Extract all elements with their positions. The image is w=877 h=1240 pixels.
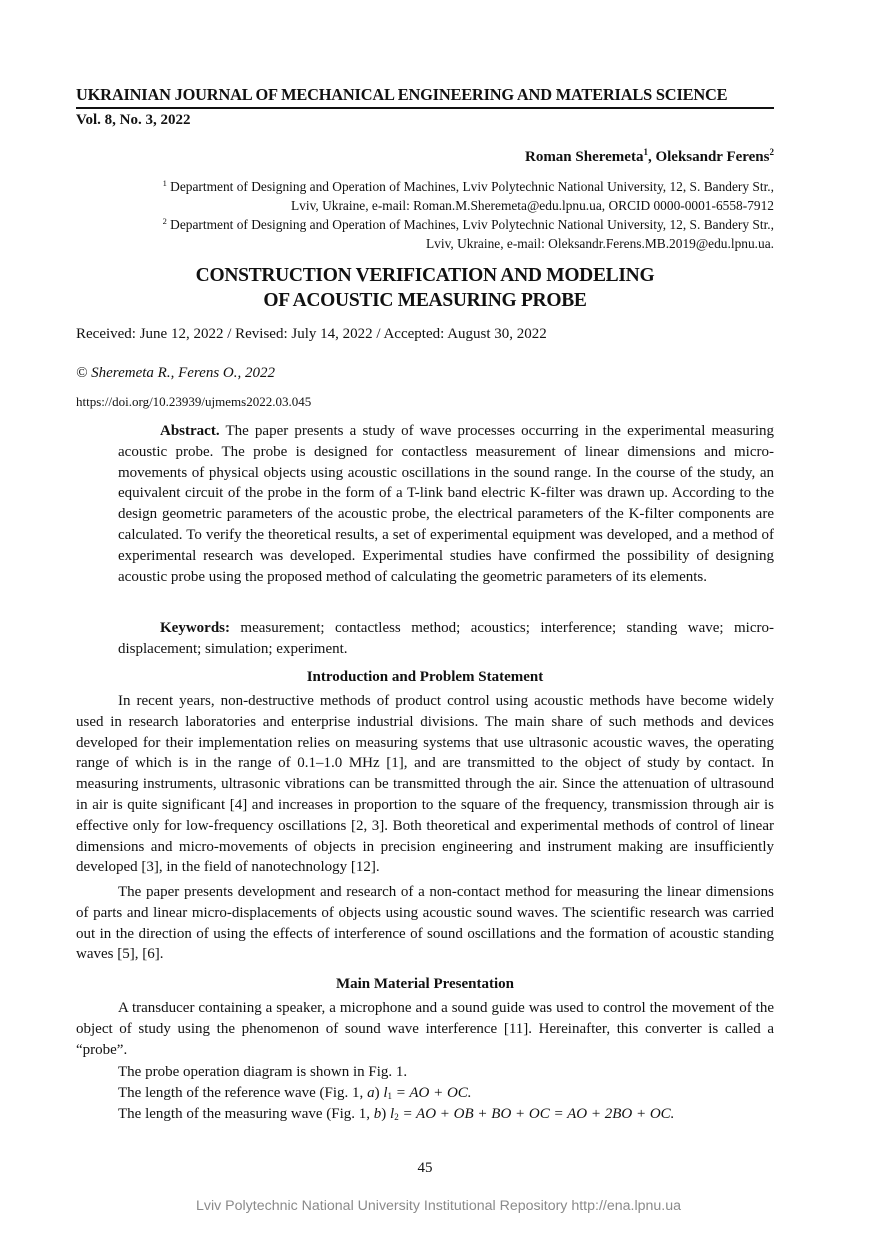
doi-link[interactable]: https://doi.org/10.23939/ujmems2022.03.045 xyxy=(76,394,312,409)
affiliations xyxy=(74,177,774,253)
affiliation-line xyxy=(74,215,774,234)
body-paragraph: In recent years, non-destructive methods of product control using acoustic methods have become widely used in research laboratories and enterprise industrial divisions. The main share of such methods and devices developed for their implementation relies on measuring systems that use ultrasonic acoustic waves, the operating range of which is in the range of 0.1–1.0 MHz [1], and are transmitted to the object of study by contact. In measuring instruments, ultrasonic vibrations can be transmitted through the air. Since the attenuation of ultrasound in air is quite significant [4] and increases in proportion to the square of the frequency, transmission through air is effective only for low-frequency oscillations [2, 3]. Both theoretical and experimental methods of control of linear dimensions and micro-movements of objects in precision engineering and instrument making are insufficiently developed [3], in the field of nanotechnology [12]. xyxy=(76,693,774,876)
affiliation-mark: 1 xyxy=(162,178,167,188)
body-paragraph: The paper presents development and research of a non-contact method for measuring the linear dimensions of parts and linear micro-displacements of objects using acoustic sound waves. The scientific research was carried out in the direction of using the effects of interference of sound oscillations and the formation of acoustic standing waves [5], [6]. xyxy=(76,884,774,963)
page-number: 45 xyxy=(417,1160,433,1176)
section-heading-introduction: Introduction and Problem Statement xyxy=(306,669,544,685)
figure-subpanel-letter: b xyxy=(373,1106,382,1122)
keywords-label: Keywords: xyxy=(160,620,230,636)
formula-subscript: 2 xyxy=(394,1112,399,1122)
author-name: Roman Sheremeta xyxy=(524,149,644,165)
submission-dates: Received: June 12, 2022 / Revised: July 14, 2022 / Accepted: August 30, 2022 xyxy=(76,326,547,342)
formula-variable: l xyxy=(383,1085,388,1101)
journal-title: UKRAINIAN JOURNAL OF MECHANICAL ENGINEERING AND MATERIALS SCIENCE xyxy=(76,85,728,104)
affiliation-contact: Lviv, Ukraine, e-mail: Roman.M.Sheremeta@edu.lpnu.ua, ORCID 0000-0001-6558-7912 xyxy=(290,198,774,213)
formula-variable: l xyxy=(390,1106,395,1122)
formula-prefix: The length of the reference wave (Fig. 1, xyxy=(118,1085,368,1101)
abstract xyxy=(118,421,774,587)
volume-info: Vol. 8, No. 3, 2022 xyxy=(76,112,191,128)
author-separator: , xyxy=(647,149,656,165)
formula-expression: = AO + OB + BO + OC = AO + 2BO + OC. xyxy=(398,1106,675,1122)
author-affiliation-mark: 1 xyxy=(643,147,648,157)
affiliation-text: Department of Designing and Operation of Machines, Lviv Polytechnic National University, 12, S. Bandery Str., xyxy=(166,179,774,194)
author-affiliation-mark: 2 xyxy=(769,147,774,157)
abstract-text: The paper presents a study of wave processes occurring in the experimental measuring acoustic probe. The probe is designed for contactless measurement of linear dimensions and micro-movements of physical objects using acoustic oscillations in the sound range. In the course of the study, an equivalent circuit of the probe in the form of a T-link band electric K-filter was drawn up. According to the design geometric parameters of the acoustic probe, the electrical parameters of the K-filter components are calculated. To verify the theoretical results, a set of experimental equipment was developed, and a method of experimental research was developed. Experimental studies have confirmed the possibility of designing acoustic probe using the proposed method of calculating the geometric parameters of its elements. xyxy=(118,423,774,585)
affiliation-contact: Lviv, Ukraine, e-mail: Oleksandr.Ferens.MB.2019@edu.lpnu.ua. xyxy=(425,236,774,251)
formula-prefix: The length of the measuring wave (Fig. 1, xyxy=(118,1106,374,1122)
affiliation-mark: 2 xyxy=(162,216,167,226)
formula-line-reference-wave xyxy=(118,1084,472,1102)
paper-title-line: OF ACOUSTIC MEASURING PROBE xyxy=(263,290,587,311)
keywords-text: measurement; contactless method; acoustics; interference; standing wave; micro-displacement; simulation; experiment. xyxy=(118,620,774,657)
paper-title xyxy=(76,263,774,313)
copyright-notice: © Sheremeta R., Ferens O., 2022 xyxy=(76,365,275,381)
body-paragraph: A transducer containing a speaker, a microphone and a sound guide was used to control the movement of the object of study using the phenomenon of sound wave interference [11]. Hereinafter, this converter is called a “probe”. xyxy=(76,1000,774,1058)
author-name: Oleksandr Ferens xyxy=(655,149,770,165)
abstract-label: Abstract. xyxy=(160,423,220,439)
section-heading-main-material: Main Material Presentation xyxy=(335,976,514,992)
author-list xyxy=(525,148,774,166)
keywords xyxy=(118,618,774,660)
paper-title-line: CONSTRUCTION VERIFICATION AND MODELING xyxy=(195,265,655,286)
affiliation-line xyxy=(74,196,774,215)
formula-line-measuring-wave xyxy=(118,1105,674,1123)
repository-footer: Lviv Polytechnic National University Institutional Repository http://ena.lpnu.ua xyxy=(196,1198,681,1214)
formula-connector: ) xyxy=(381,1106,391,1122)
figure-subpanel-letter: a xyxy=(367,1085,375,1101)
header-rule xyxy=(76,107,774,109)
formula-connector: ) xyxy=(374,1085,384,1101)
affiliation-text: Department of Designing and Operation of Machines, Lviv Polytechnic National University, 12, S. Bandery Str., xyxy=(166,217,774,232)
affiliation-line xyxy=(74,177,774,196)
body-line: The probe operation diagram is shown in Fig. 1. xyxy=(118,1064,408,1080)
formula-subscript: 1 xyxy=(387,1091,392,1101)
formula-expression: = AO + OC. xyxy=(391,1085,472,1101)
affiliation-line xyxy=(74,234,774,253)
